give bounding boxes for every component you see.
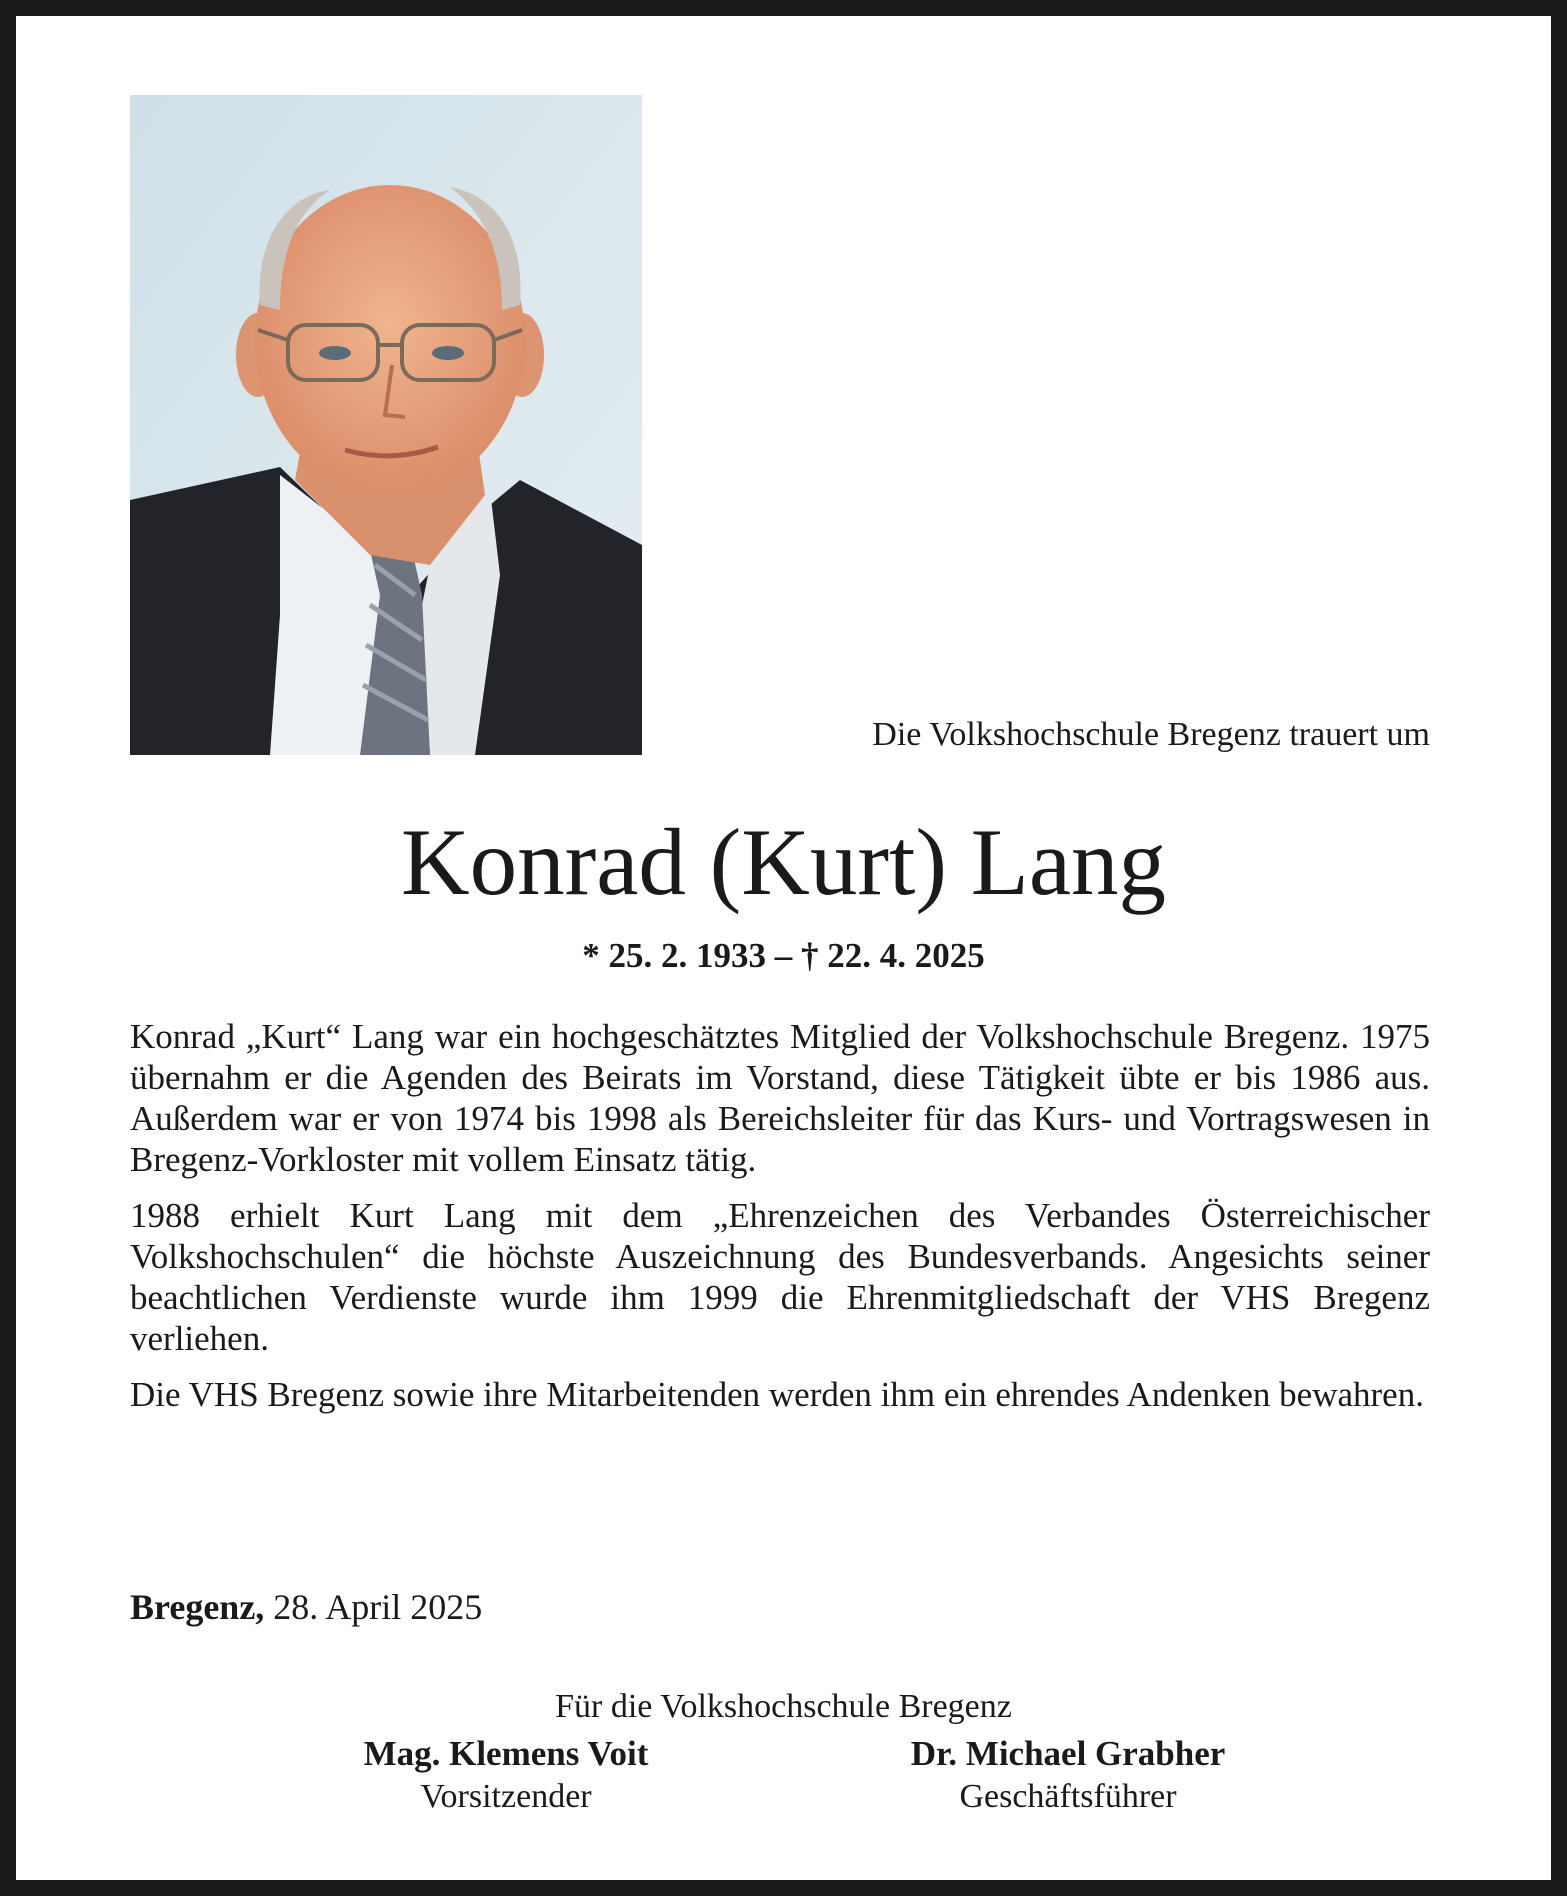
deceased-name: Konrad (Kurt) Lang [400,809,1166,915]
date: 28. April 2025 [273,1587,483,1627]
signer-name: Dr. Michael Grabher [910,1734,1226,1773]
signer-chair [246,1732,766,1818]
signer-manager [808,1732,1328,1818]
signoff-line: Für die Volkshochschule Bregenz [555,1688,1012,1725]
signer-role: Vorsitzender [420,1778,592,1815]
place: Bregenz, [130,1587,265,1627]
life-dates: * 25. 2. 1933 – † 22. 4. 2025 [582,936,985,975]
portrait-photo [130,95,642,755]
place-date [130,1586,482,1628]
obituary-page [16,16,1551,1880]
signer-name: Mag. Klemens Voit [363,1734,649,1773]
obituary-text [130,1016,1430,1430]
paragraph: 1988 erhielt Kurt Lang mit dem „Ehrenzeichen des Verbandes Österreichischer Volkshochschulen“ die höchste Auszeichnung des Bundesverbands. Angesichts seiner beachtlichen Verdienste wurde ihm 1999 die Ehrenmitgliedschaft der VHS Bregenz verliehen. [130,1196,1430,1358]
intro-line: Die Volkshochschule Bregenz trauert um [872,716,1430,753]
paragraph: Die VHS Bregenz sowie ihre Mitarbeitenden werden ihm ein ehrendes Andenken bewahren. [130,1375,1424,1414]
signer-role: Geschäftsführer [959,1778,1177,1815]
paragraph: Konrad „Kurt“ Lang war ein hochgeschätztes Mitglied der Volkshochschule Bregenz. 1975 übernahm er die Agenden des Beirats im Vorstand, diese Tätigkeit übte er bis 1986 aus. Außerdem war er von 1974 bis 1998 als Bereichsleiter für das Kurs- und Vortragswesen in Bregenz-Vorkloster mit vollem Einsatz tätig. [130,1017,1430,1179]
